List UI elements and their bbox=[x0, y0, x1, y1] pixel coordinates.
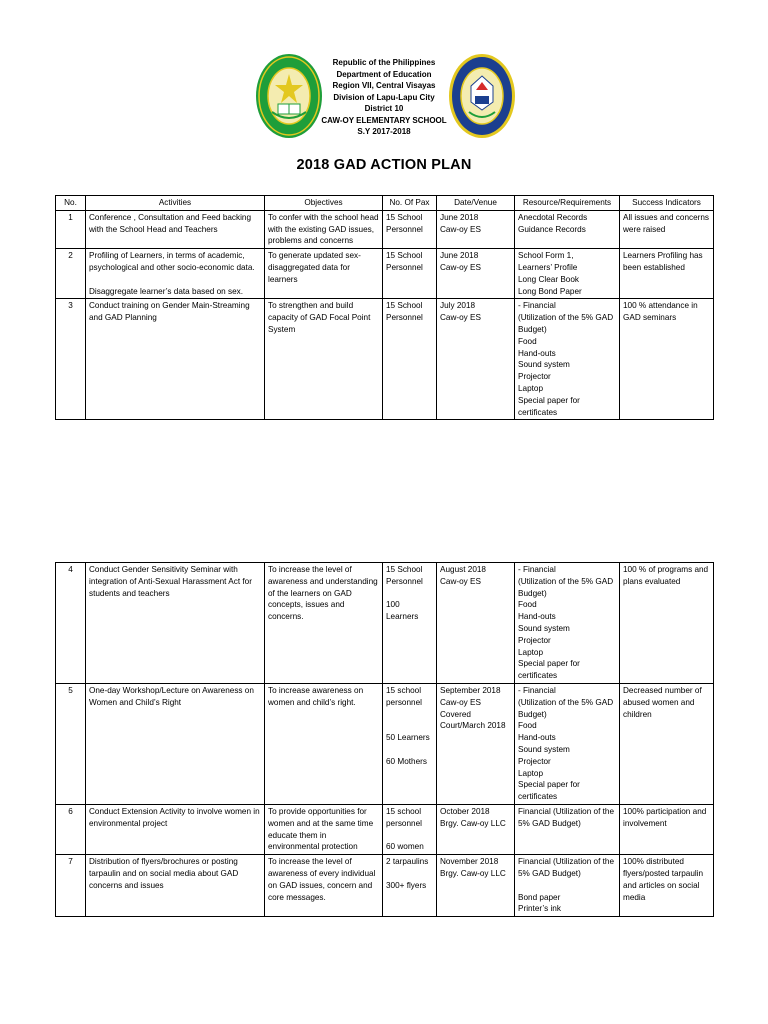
letterhead-line: Republic of the Philippines bbox=[332, 58, 436, 67]
objective-text: To strengthen and build capacity of GAD Focal Point System bbox=[268, 301, 371, 334]
activity-text: One-day Workshop/Lecture on Awareness on Women and Child’s Right bbox=[89, 685, 254, 707]
pax-text: 15 school personnel bbox=[386, 806, 422, 828]
letterhead-line: S.Y 2017-2018 bbox=[357, 127, 411, 136]
resource-text: Sound system bbox=[518, 360, 570, 370]
resource-text: Sound system bbox=[518, 744, 570, 754]
resource-text: Guidance Records bbox=[518, 224, 586, 234]
resource-cell bbox=[515, 804, 620, 854]
action-plan-table-continued bbox=[55, 562, 714, 917]
row-number: 3 bbox=[56, 299, 86, 420]
resource-cell bbox=[515, 855, 620, 917]
pax-text: 2 tarpaulins bbox=[386, 857, 429, 867]
indicator-cell bbox=[620, 299, 714, 420]
pax-cell bbox=[383, 210, 437, 248]
resource-text: Food bbox=[518, 721, 537, 731]
indicator-cell bbox=[620, 210, 714, 248]
objective-cell bbox=[265, 855, 383, 917]
objective-cell bbox=[265, 804, 383, 854]
pax-text: 15 school personnel bbox=[386, 685, 422, 707]
resource-text: Food bbox=[518, 600, 537, 610]
activity-text: Conduct training on Gender Main-Streaming and GAD Planning bbox=[89, 301, 250, 323]
date-text: July 2018 bbox=[440, 301, 476, 311]
resource-text: Projector bbox=[518, 635, 551, 645]
date-venue-cell bbox=[437, 249, 515, 299]
resource-text: Hand-outs bbox=[518, 733, 556, 743]
resource-cell bbox=[515, 563, 620, 684]
column-header: Success Indicators bbox=[620, 196, 714, 211]
resource-text: (Utilization of the 5% GAD Budget) bbox=[518, 576, 614, 598]
venue-text: Brgy. Caw-oy LLC bbox=[440, 868, 506, 878]
column-header: No. Of Pax bbox=[383, 196, 437, 211]
indicator-cell bbox=[620, 563, 714, 684]
resource-text: Financial (Utilization of the 5% GAD Budget) bbox=[518, 806, 615, 828]
resource-text: Hand-outs bbox=[518, 348, 556, 358]
date-venue-cell bbox=[437, 210, 515, 248]
table-row bbox=[56, 249, 714, 299]
venue-text: Brgy. Caw-oy LLC bbox=[440, 818, 506, 828]
objective-text: To increase awareness on women and child’s right. bbox=[268, 685, 364, 707]
resource-text: Special paper for certificates bbox=[518, 659, 580, 681]
date-venue-cell bbox=[437, 299, 515, 420]
resource-text: Projector bbox=[518, 372, 551, 382]
activity-cell bbox=[86, 299, 265, 420]
pax-text: 15 School Personnel bbox=[386, 251, 423, 272]
indicator-cell bbox=[620, 683, 714, 804]
resource-text: School Form 1, bbox=[518, 251, 574, 261]
pax-text: 15 School Personnel bbox=[386, 301, 423, 323]
column-header: Resource/Requirements bbox=[515, 196, 620, 211]
indicator-text: 100 % attendance in GAD seminars bbox=[623, 301, 698, 323]
date-text: August 2018 bbox=[440, 565, 486, 574]
indicator-text: All issues and concerns were raised bbox=[623, 212, 710, 234]
pax-cell bbox=[383, 804, 437, 854]
letterhead bbox=[0, 52, 768, 152]
resource-text: Long Bond Paper bbox=[518, 286, 582, 296]
resource-text: (Utilization of the 5% GAD Budget) bbox=[518, 697, 614, 719]
pax-text: 60 women bbox=[386, 842, 424, 852]
activity-cell bbox=[86, 855, 265, 917]
resource-text: Bond paper bbox=[518, 892, 561, 902]
column-header: No. bbox=[56, 196, 86, 211]
indicator-text: 100 % of programs and plans evaluated bbox=[623, 565, 709, 586]
resource-text: Sound system bbox=[518, 623, 570, 633]
resource-cell bbox=[515, 249, 620, 299]
letterhead-line: CAW-OY ELEMENTARY SCHOOL bbox=[321, 115, 447, 125]
indicator-text: Decreased number of abused women and children bbox=[623, 685, 702, 719]
objective-text: To increase the level of awareness and understanding of the learners on GAD concepts, issues and concerns. bbox=[268, 565, 378, 622]
column-header: Activities bbox=[86, 196, 265, 211]
indicator-cell bbox=[620, 249, 714, 299]
resource-text: Food bbox=[518, 336, 537, 346]
row-number: 1 bbox=[56, 210, 86, 248]
resource-text: Special paper for certificates bbox=[518, 780, 580, 802]
table-row bbox=[56, 210, 714, 248]
venue-text: Caw-oy ES bbox=[440, 224, 481, 234]
objective-cell bbox=[265, 683, 383, 804]
resource-text: Learners’ Profile bbox=[518, 262, 578, 272]
date-venue-cell bbox=[437, 804, 515, 854]
activity-text: Distribution of flyers/brochures or posting tarpaulin and on social media about GAD concerns and issues bbox=[89, 857, 239, 890]
row-number: 5 bbox=[56, 683, 86, 804]
letterhead-text bbox=[300, 57, 468, 138]
resource-text: - Financial bbox=[518, 685, 556, 695]
venue-text: Caw-oy ES Covered Court/March 2018 bbox=[440, 697, 506, 731]
activity-cell bbox=[86, 563, 265, 684]
pax-text: 300+ flyers bbox=[386, 880, 427, 890]
resource-text: Projector bbox=[518, 756, 551, 766]
objective-text: To provide opportunities for women and at the same time educate them in environmental protection bbox=[268, 806, 374, 852]
resource-text: Laptop bbox=[518, 647, 544, 657]
objective-cell bbox=[265, 210, 383, 248]
row-number: 2 bbox=[56, 249, 86, 299]
row-number: 4 bbox=[56, 563, 86, 684]
table-header-row bbox=[56, 196, 714, 211]
resource-text: Laptop bbox=[518, 383, 544, 393]
letterhead-line: Region VII, Central Visayas bbox=[332, 81, 436, 90]
indicator-cell bbox=[620, 855, 714, 917]
indicator-cell bbox=[620, 804, 714, 854]
pax-text: 15 School Personnel bbox=[386, 565, 423, 586]
pax-text: 60 Mothers bbox=[386, 756, 427, 766]
objective-text: To confer with the school head with the existing GAD issues, problems and concerns bbox=[268, 212, 379, 246]
resource-cell bbox=[515, 299, 620, 420]
pax-cell bbox=[383, 299, 437, 420]
row-number: 7 bbox=[56, 855, 86, 917]
pax-text: 15 School Personnel bbox=[386, 212, 423, 234]
resource-text: (Utilization of the 5% GAD Budget) bbox=[518, 313, 614, 334]
letterhead-line: Division of Lapu-Lapu City bbox=[333, 92, 435, 102]
pax-text: 50 Learners bbox=[386, 733, 430, 743]
activity-cell bbox=[86, 210, 265, 248]
venue-text: Caw-oy ES bbox=[440, 262, 481, 272]
date-text: October 2018 bbox=[440, 806, 490, 816]
resource-cell bbox=[515, 210, 620, 248]
date-venue-cell bbox=[437, 855, 515, 917]
resource-text: - Financial bbox=[518, 301, 556, 311]
resource-text: Anecdotal Records bbox=[518, 212, 588, 222]
activity-text: Profiling of Learners, in terms of academic, psychological and other socio-economic data. bbox=[89, 251, 255, 272]
venue-text: Caw-oy ES bbox=[440, 313, 481, 323]
resource-cell bbox=[515, 683, 620, 804]
table-row bbox=[56, 683, 714, 804]
date-venue-cell bbox=[437, 683, 515, 804]
objective-text: To increase the level of awareness of every individual on GAD issues, concern and core messages. bbox=[268, 857, 376, 902]
letterhead-line: District 10 bbox=[364, 104, 404, 113]
resource-text: - Financial bbox=[518, 565, 556, 574]
activity-text: Conduct Extension Activity to involve women in environmental project bbox=[89, 806, 260, 828]
page-title: 2018 GAD ACTION PLAN bbox=[296, 157, 472, 173]
activity-cell bbox=[86, 249, 265, 299]
table-row bbox=[56, 804, 714, 854]
resource-text: Financial (Utilization of the 5% GAD Budget) bbox=[518, 857, 615, 878]
activity-cell bbox=[86, 804, 265, 854]
resource-text: Printer’s ink bbox=[518, 904, 561, 914]
resource-text: Long Clear Book bbox=[518, 274, 579, 284]
date-venue-cell bbox=[437, 563, 515, 684]
pax-cell bbox=[383, 855, 437, 917]
activity-cell bbox=[86, 683, 265, 804]
objective-text: To generate updated sex-disaggregated data for learners bbox=[268, 251, 361, 284]
objective-cell bbox=[265, 299, 383, 420]
table-row bbox=[56, 855, 714, 917]
pax-cell bbox=[383, 563, 437, 684]
date-text: November 2018 bbox=[440, 857, 499, 867]
resource-text: Special paper for certificates bbox=[518, 395, 580, 417]
table-row bbox=[56, 299, 714, 420]
action-plan-table bbox=[55, 195, 714, 420]
division-seal-icon bbox=[447, 52, 517, 144]
column-header: Objectives bbox=[265, 196, 383, 211]
letterhead-line: Department of Education bbox=[336, 69, 432, 79]
table-row bbox=[56, 563, 714, 684]
indicator-text: 100% distributed flyers/posted tarpaulin and articles on social media bbox=[623, 857, 704, 902]
venue-text: Caw-oy ES bbox=[440, 576, 481, 586]
indicator-text: Learners Profiling has been established bbox=[623, 251, 703, 272]
indicator-text: 100% participation and involvement bbox=[623, 806, 707, 828]
pax-text: 100 Learners bbox=[386, 600, 419, 622]
resource-text: Laptop bbox=[518, 768, 544, 778]
pax-cell bbox=[383, 249, 437, 299]
objective-cell bbox=[265, 249, 383, 299]
pax-cell bbox=[383, 683, 437, 804]
objective-cell bbox=[265, 563, 383, 684]
resource-text: Hand-outs bbox=[518, 612, 556, 622]
column-header: Date/Venue bbox=[437, 196, 515, 211]
activity-text: Disaggregate learner’s data based on sex. bbox=[89, 286, 243, 296]
date-text: June 2018 bbox=[440, 212, 479, 222]
row-number: 6 bbox=[56, 804, 86, 854]
activity-text: Conduct Gender Sensitivity Seminar with integration of Anti-Sexual Harassment Act for students and teachers bbox=[89, 565, 252, 598]
date-text: June 2018 bbox=[440, 251, 479, 261]
activity-text: Conference , Consultation and Feed backing with the School Head and Teachers bbox=[89, 212, 252, 234]
date-text: September 2018 bbox=[440, 685, 501, 695]
